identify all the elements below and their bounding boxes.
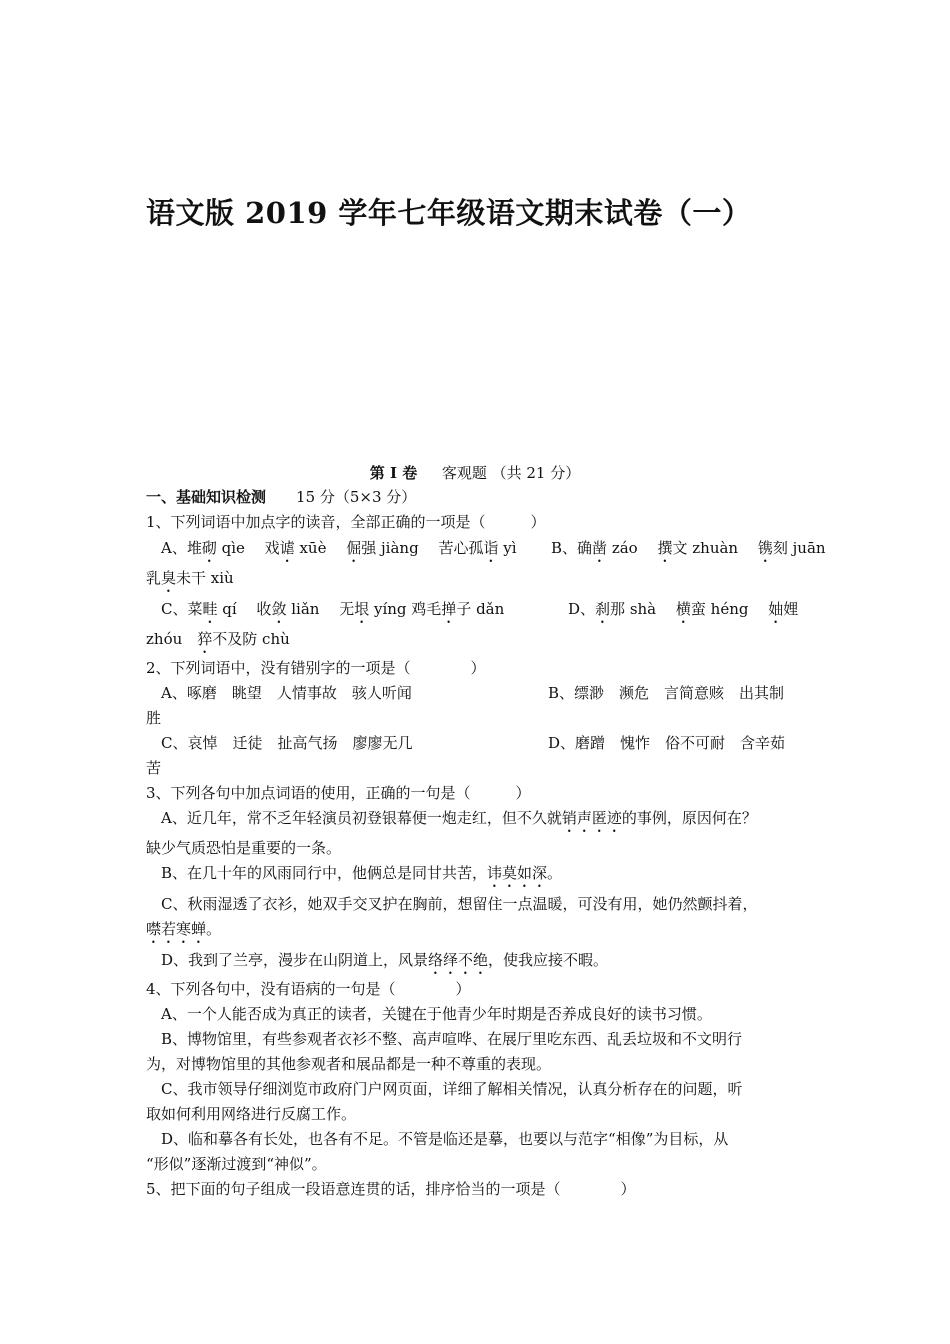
q4-option-c: C、我市领导仔细浏览市政府门户网页面，详细了解相关情况，认真分析存在的问题，听	[161, 1080, 743, 1098]
q3-option-c: C、秋雨湿透了衣衫，她双手交叉护在胸前，想留住一点温暖，可没有用，她仍然颤抖着，	[161, 895, 758, 913]
q2-option-c: C、哀悼 迁徒 扯高气扬 廖廖无几	[161, 734, 413, 752]
q1-option-b: B、确凿 záo 撰文 zhuàn 镌刻 juān	[551, 539, 826, 557]
q3-option-c-cont: 噤若寒蝉。	[146, 920, 222, 938]
q1-option-b-cont: 乳臭未干 xiù	[146, 569, 234, 587]
q3-stem: 3、下列各句中加点词语的使用，正确的一句是（ ）	[146, 784, 531, 802]
part1-title: 一、基础知识检测	[146, 488, 267, 506]
part1-score: 15 分（5×3 分）	[296, 488, 417, 506]
q4-option-d: D、临和摹各有长处，也各有不足。不管是临还是摹，也要以与范字“相像”为目标，从	[161, 1130, 729, 1148]
q4-option-b: B、博物馆里，有些参观者衣衫不整、高声喧哗、在展厅里吃东西、乱丢垃圾和不文明行	[161, 1030, 743, 1048]
part1-heading	[146, 487, 416, 507]
q4-option-c-cont: 取如何利用网络进行反腐工作。	[146, 1105, 357, 1123]
q4-option-b-cont: 为，对博物馆里的其他参观者和展品都是一种不尊重的表现。	[146, 1055, 552, 1073]
q4-stem: 4、下列各句中，没有语病的一句是（ ）	[146, 980, 471, 998]
q2-option-d: D、磨蹭 愧怍 俗不可耐 含辛茹	[548, 734, 786, 752]
q2-stem: 2、下列词语中，没有错别字的一项是（ ）	[146, 659, 486, 677]
q3-option-d: D、我到了兰亭，漫步在山阴道上，风景络绎不绝，使我应接不暇。	[161, 951, 609, 969]
q3-option-a: A、近几年，常不乏年轻演员初登银幕便一炮走红，但不久就销声匿迹的事例，原因何在？	[161, 809, 757, 827]
q3-option-b: B、在几十年的风雨同行中，他俩总是同甘共苦，讳莫如深。	[161, 864, 563, 882]
q1-option-a: A、堆砌 qìe 戏谑 xūè 倔强 jiàng 苦心孤诣 yì	[161, 539, 517, 557]
section-label: 第 Ⅰ 卷	[369, 464, 418, 482]
q1-option-d-cont: zhóu 猝不及防 chù	[146, 630, 290, 648]
section-score: （共 21 分）	[491, 464, 581, 482]
q5-stem: 5、把下面的句子组成一段语意连贯的话，排序恰当的一项是（ ）	[146, 1180, 636, 1198]
q1-option-c: C、菜畦 qí 收敛 liǎn 无垠 yíng 鸡毛掸子 dǎn	[161, 600, 505, 618]
q2-option-b: B、缥渺 濒危 言简意赅 出其制	[548, 684, 785, 702]
q2-option-b-cont: 胜	[146, 709, 162, 727]
q4-option-d-cont: “形似”逐渐过渡到“神似”。	[146, 1155, 327, 1173]
section-name: 客观题	[441, 464, 487, 482]
q2-option-a: A、啄磨 眺望 人情事故 骇人听闻	[161, 684, 412, 702]
q2-option-d-cont: 苦	[146, 759, 162, 777]
exam-title: 语文版 2019 学年七年级语文期末试卷（一）	[146, 196, 752, 230]
q1-option-d: D、刹那 shà 横蛮 héng 妯娌	[568, 600, 799, 618]
q4-option-a: A、一个人能否成为真正的读者，关键在于他青少年时期是否养成良好的读书习惯。	[161, 1005, 712, 1023]
q3-option-a-cont: 缺少气质恐怕是重要的一条。	[146, 839, 342, 857]
q1-stem: 1、下列词语中加点字的读音，全部正确的一项是（ ）	[146, 513, 546, 531]
section-header	[0, 462, 950, 483]
